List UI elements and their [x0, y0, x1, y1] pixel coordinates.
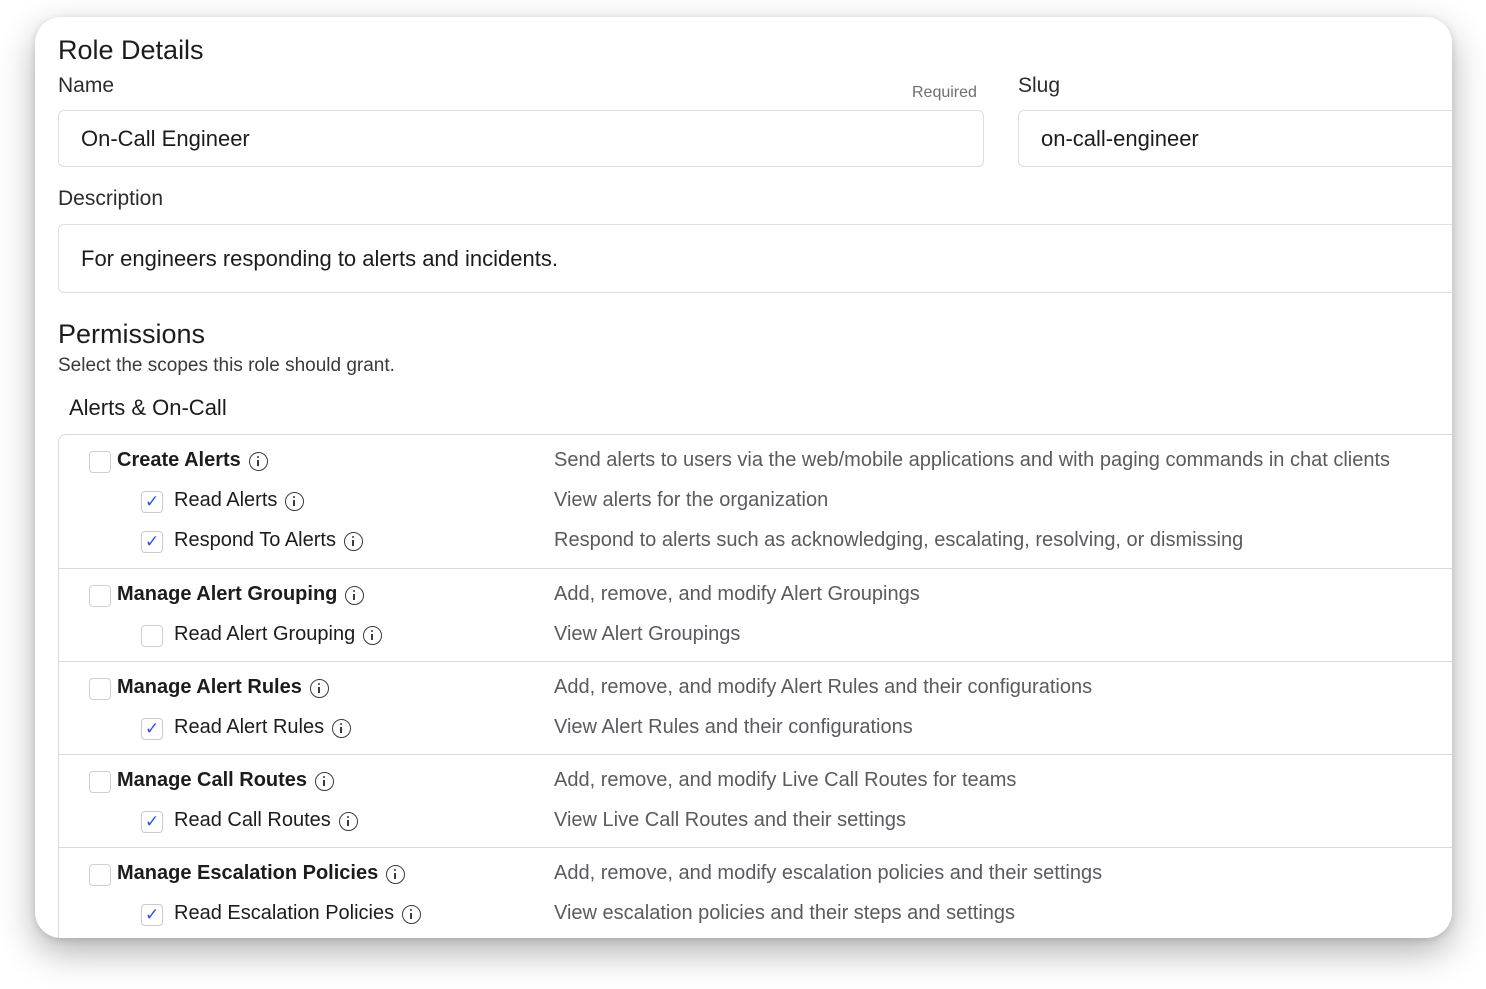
respond-to-alerts-checkbox[interactable]	[141, 531, 163, 553]
permission-label-text: Manage Call Routes	[117, 769, 308, 791]
permission-label-text: Read Alerts	[174, 489, 278, 511]
slug-input[interactable]: on-call-engineer	[1018, 110, 1452, 167]
role-form	[58, 17, 1452, 938]
checkmark-icon: ✓	[145, 812, 160, 831]
permissions-table	[58, 434, 1452, 938]
permission-row-manage-alert-rules	[59, 670, 1452, 710]
read-alert-grouping-label	[174, 623, 382, 646]
permission-row-create-alerts	[59, 443, 1452, 483]
respond-to-alerts-label	[174, 529, 363, 552]
info-icon[interactable]	[402, 905, 421, 924]
permission-description: View Alert Groupings	[554, 623, 741, 645]
read-call-routes-checkbox[interactable]	[141, 811, 163, 833]
permission-label-text: Manage Alert Rules	[117, 676, 302, 698]
read-alert-rules-label	[174, 716, 351, 739]
permission-row-manage-alert-grouping	[59, 577, 1452, 617]
info-icon[interactable]	[345, 586, 364, 605]
read-alerts-label	[174, 489, 304, 512]
description-label: Description	[58, 187, 164, 210]
permissions-title: Permissions	[58, 319, 206, 349]
permission-group-title: Alerts & On-Call	[69, 395, 227, 420]
role-editor-window	[35, 17, 1452, 938]
manage-alert-grouping-checkbox[interactable]	[89, 585, 111, 607]
permission-label-text: Read Alert Grouping	[174, 623, 356, 645]
info-icon[interactable]	[339, 812, 358, 831]
permission-label-text: Respond To Alerts	[174, 529, 336, 551]
read-alert-grouping-checkbox[interactable]	[141, 625, 163, 647]
permission-description: View Alert Rules and their configurations	[554, 716, 913, 738]
permission-row-read-alert-rules	[59, 710, 1452, 750]
permission-description: Add, remove, and modify Live Call Routes for teams	[554, 769, 1017, 791]
permission-group	[59, 568, 1452, 661]
read-escalation-policies-label	[174, 902, 421, 925]
permission-label-text: Read Alert Rules	[174, 716, 325, 738]
permission-row-read-escalation-policies	[59, 896, 1452, 936]
checkmark-icon: ✓	[145, 532, 160, 551]
info-icon[interactable]	[332, 719, 351, 738]
permission-description: Add, remove, and modify Alert Rules and their configurations	[554, 676, 1093, 698]
checkmark-icon: ✓	[145, 719, 160, 738]
read-alerts-checkbox[interactable]	[141, 491, 163, 513]
permission-group	[59, 661, 1452, 754]
permission-description: Respond to alerts such as acknowledging, escalating, resolving, or dismissing	[554, 529, 1244, 551]
info-icon[interactable]	[315, 772, 334, 791]
manage-escalation-policies-checkbox[interactable]	[89, 864, 111, 886]
info-icon[interactable]	[344, 532, 363, 551]
read-call-routes-label	[174, 809, 358, 832]
permission-label-text: Manage Alert Grouping	[117, 583, 338, 605]
manage-alert-rules-checkbox[interactable]	[89, 678, 111, 700]
info-icon[interactable]	[249, 452, 268, 471]
permission-description: Add, remove, and modify Alert Groupings	[554, 583, 920, 605]
permission-group	[59, 754, 1452, 847]
info-icon[interactable]	[363, 626, 382, 645]
permission-description: Send alerts to users via the web/mobile applications and with paging commands in chat clients	[554, 449, 1391, 471]
permission-label-text: Manage Escalation Policies	[117, 862, 379, 884]
manage-alert-rules-label	[117, 676, 329, 699]
permission-row-read-alerts	[59, 483, 1452, 523]
permissions-subtitle: Select the scopes this role should grant.	[58, 355, 395, 376]
info-icon[interactable]	[285, 492, 304, 511]
permission-description: View alerts for the organization	[554, 489, 829, 511]
manage-call-routes-checkbox[interactable]	[89, 771, 111, 793]
permission-group	[59, 435, 1452, 568]
permission-label-text: Read Escalation Policies	[174, 902, 395, 924]
manage-alert-grouping-label	[117, 583, 364, 606]
permission-description: Add, remove, and modify escalation policies and their settings	[554, 862, 1103, 884]
create-alerts-checkbox[interactable]	[89, 451, 111, 473]
read-escalation-policies-checkbox[interactable]	[141, 904, 163, 926]
permission-row-read-alert-grouping	[59, 617, 1452, 657]
description-input[interactable]: For engineers responding to alerts and incidents.	[58, 224, 1452, 293]
permission-label-text: Read Call Routes	[174, 809, 331, 831]
permission-row-respond-to-alerts	[59, 523, 1452, 563]
create-alerts-label	[117, 449, 268, 472]
name-input[interactable]: On-Call Engineer	[58, 110, 984, 167]
read-alert-rules-checkbox[interactable]	[141, 718, 163, 740]
checkmark-icon: ✓	[145, 905, 160, 924]
permission-description: View escalation policies and their steps and settings	[554, 902, 1016, 924]
permission-row-manage-escalation-policies	[59, 856, 1452, 896]
info-icon[interactable]	[386, 865, 405, 884]
name-label: Name	[58, 74, 115, 97]
permission-label-text: Create Alerts	[117, 449, 241, 471]
manage-call-routes-label	[117, 769, 334, 792]
manage-escalation-policies-label	[117, 862, 405, 885]
role-details-title: Role Details	[58, 35, 204, 65]
permission-description: View Live Call Routes and their settings	[554, 809, 907, 831]
checkmark-icon: ✓	[145, 492, 160, 511]
info-icon[interactable]	[310, 679, 329, 698]
permission-group	[59, 847, 1452, 938]
permission-row-manage-call-routes	[59, 763, 1452, 803]
slug-label: Slug	[1018, 74, 1061, 97]
required-label: Required	[912, 84, 977, 101]
permission-row-read-call-routes	[59, 803, 1452, 843]
